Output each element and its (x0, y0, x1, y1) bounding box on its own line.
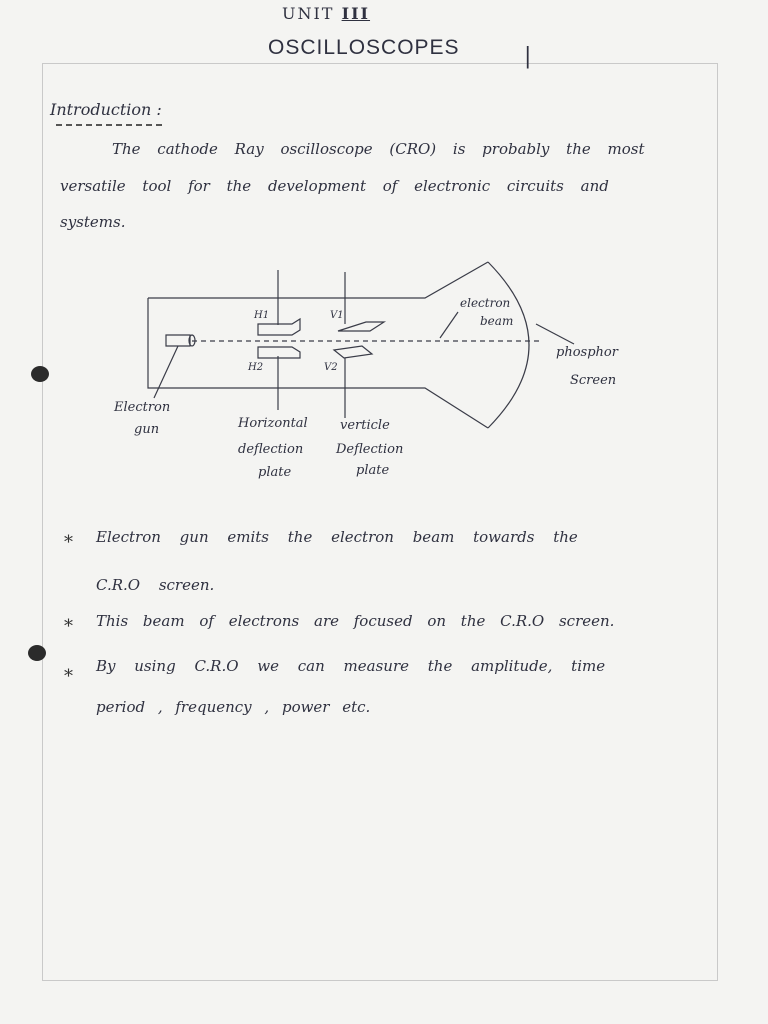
label-electron-beam-2: beam (480, 314, 514, 328)
label-horizontal-3: plate (258, 465, 292, 480)
section-heading: Introduction : (50, 100, 162, 119)
label-v2: V2 (324, 362, 338, 373)
phosphor-pointer (536, 324, 574, 344)
crt-tube-outline (148, 262, 488, 428)
intro-line-2: versatile tool for the development of electronic circuits and (60, 177, 609, 195)
unit-prefix: UNIT (282, 4, 335, 23)
intro-line-1: The cathode Ray oscilloscope (CRO) is probably the most (112, 140, 645, 158)
label-horizontal-2: deflection (238, 442, 304, 457)
label-vertical-1: verticle (340, 418, 390, 433)
label-electron-beam-1: electron (460, 296, 511, 310)
label-h1: H1 (254, 310, 270, 321)
label-phosphor-1: phosphor (556, 345, 618, 360)
bullet-symbol: * (64, 666, 73, 687)
bullet-1-line-1: Electron gun emits the electron beam towards the (96, 528, 578, 546)
label-horizontal-1: Horizontal (238, 416, 308, 431)
unit-number: III (341, 4, 371, 23)
label-v1: V1 (330, 310, 344, 321)
bullet-symbol: * (64, 532, 73, 553)
label-phosphor-2: Screen (570, 373, 617, 388)
page-title: OSCILLOSCOPES (268, 36, 460, 59)
phosphor-screen-curve (488, 262, 529, 428)
bullet-symbol: * (64, 616, 73, 637)
intro-line-3: systems. (60, 213, 126, 231)
bullet-3-line-1: By using C.R.O we can measure the amplitude, time (96, 657, 606, 675)
label-gun-2: gun (134, 422, 160, 437)
electron-gun-icon (166, 335, 190, 346)
bullet-3-line-2: period , frequency , power etc. (96, 698, 371, 716)
label-gun-1: Electron (114, 400, 171, 415)
v2-plate-icon (334, 346, 372, 358)
h2-plate-icon (258, 347, 300, 358)
bullet-1-line-2: C.R.O screen. (96, 576, 215, 594)
label-vertical-2: Deflection (336, 442, 404, 457)
bullet-2-line-1: This beam of electrons are focused on the C.R.O screen. (96, 612, 615, 630)
h1-plate-icon (258, 319, 300, 335)
margin-mark: | (524, 44, 532, 69)
label-h2: H2 (248, 362, 264, 373)
label-vertical-3: plate (356, 463, 390, 478)
electron-beam-pointer (440, 312, 458, 338)
